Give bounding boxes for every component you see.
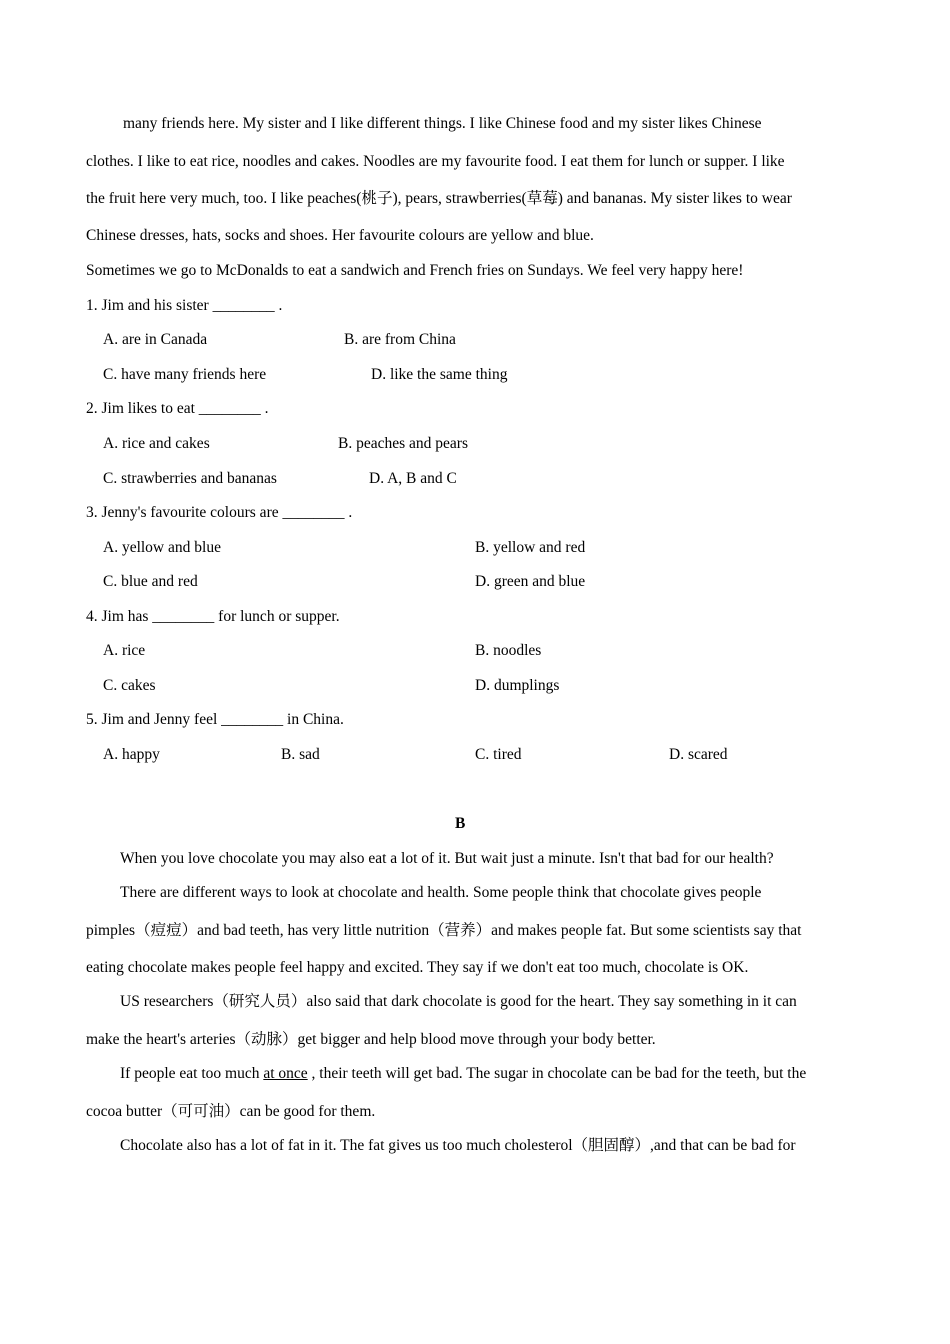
section-heading: B — [455, 815, 466, 832]
text-before: If people eat too much — [120, 1065, 264, 1082]
question-option: A. rice and cakes — [103, 435, 210, 452]
question-stem: 4. Jim has ________ for lunch or supper. — [86, 608, 340, 625]
question-option: D. like the same thing — [371, 366, 508, 383]
question-option: C. have many friends here — [103, 366, 267, 383]
question-option: B. yellow and red — [475, 539, 586, 556]
question-option: D. A, B and C — [369, 470, 457, 487]
question-option: B. peaches and pears — [338, 435, 468, 452]
question-option: A. rice — [103, 642, 146, 659]
question-option: D. scared — [669, 746, 728, 763]
question-stem: 5. Jim and Jenny feel ________ in China. — [86, 711, 344, 728]
question-option: A. happy — [103, 746, 160, 763]
text-after: , their teeth will get bad. The sugar in chocolate can be bad for the teeth, but the — [307, 1065, 807, 1082]
passage-b-line: There are different ways to look at chocolate and health. Some people think that chocolate gives people — [120, 884, 762, 901]
passage-b-line: When you love chocolate you may also eat a lot of it. But wait just a minute. Isn't that bad for our health? — [120, 850, 774, 867]
passage-b-line: cocoa butter（可可油）can be good for them. — [86, 1103, 376, 1120]
passage-b-line: pimples（痘痘）and bad teeth, has very little nutrition（营养）and makes people fat. But some scientists say that — [86, 922, 802, 939]
passage-b-line: US researchers（研究人员）also said that dark chocolate is good for the heart. They say something in it can — [120, 993, 797, 1010]
passage-b-line-at-once — [120, 1064, 806, 1084]
question-option: C. blue and red — [103, 573, 198, 590]
passage-a-line: Sometimes we go to McDonalds to eat a sandwich and French fries on Sundays. We feel very happy here! — [86, 262, 744, 279]
question-option: C. cakes — [103, 677, 156, 694]
passage-b-line: Chocolate also has a lot of fat in it. The fat gives us too much cholesterol（胆固醇）,and that can be bad for — [120, 1137, 796, 1154]
question-option: B. are from China — [344, 331, 456, 348]
question-option: A. yellow and blue — [103, 539, 221, 556]
passage-a-line: clothes. I like to eat rice, noodles and cakes. Noodles are my favourite food. I eat them for lunch or supper. I like — [86, 153, 785, 170]
question-option: A. are in Canada — [103, 331, 208, 348]
passage-b-line: make the heart's arteries（动脉）get bigger and help blood move through your body better. — [86, 1031, 656, 1048]
question-option: D. dumplings — [475, 677, 560, 694]
question-option: C. tired — [475, 746, 522, 763]
question-stem: 1. Jim and his sister ________ . — [86, 297, 283, 314]
passage-b-line: eating chocolate makes people feel happy and excited. They say if we don't eat too much, chocolate is OK. — [86, 959, 749, 976]
question-option: D. green and blue — [475, 573, 586, 590]
passage-a-line: the fruit here very much, too. I like peaches(桃子), pears, strawberries(草莓) and bananas. My sister likes to wear — [86, 190, 792, 207]
passage-a-line: Chinese dresses, hats, socks and shoes. Her favourite colours are yellow and blue. — [86, 227, 594, 244]
question-option: B. sad — [281, 746, 320, 763]
question-option: B. noodles — [475, 642, 542, 659]
underlined-phrase: at once — [263, 1065, 308, 1082]
question-stem: 2. Jim likes to eat ________ . — [86, 400, 269, 417]
question-option: C. strawberries and bananas — [103, 470, 277, 487]
passage-a-line: many friends here. My sister and I like different things. I like Chinese food and my sister likes Chinese — [123, 115, 762, 132]
question-stem: 3. Jenny's favourite colours are ________ . — [86, 504, 353, 521]
